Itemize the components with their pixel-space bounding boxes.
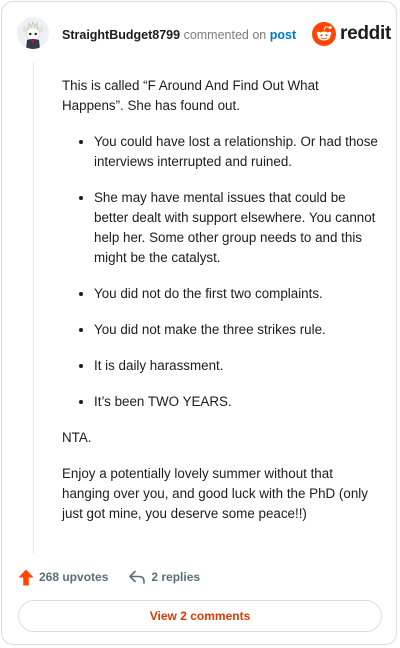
list-item: • It’s been TWO YEARS.	[94, 392, 378, 412]
list-item: • It is daily harassment.	[94, 356, 378, 376]
list-item: • You did not do the first two complaints.	[94, 284, 378, 304]
upvote-arrow-icon	[18, 569, 34, 586]
upvote-button[interactable]	[18, 569, 108, 586]
replies-button[interactable]	[128, 569, 200, 585]
snoo-avatar-icon[interactable]	[17, 17, 49, 49]
comment-footer	[18, 566, 200, 588]
reddit-snoo-icon	[312, 22, 336, 46]
comment-header	[2, 2, 397, 68]
list-item: • She may have mental issues that could be better dealt with support elsewhere. You cannot help her. Some other group needs to and this might be the catalyst.	[94, 188, 378, 268]
comment-meta	[62, 28, 296, 42]
comment-card	[1, 1, 397, 645]
post-link[interactable]: post	[269, 28, 297, 42]
comment-bullet-list	[62, 132, 378, 412]
thread-line	[33, 62, 34, 554]
comment-body	[62, 76, 378, 540]
comment-paragraph: Enjoy a potentially lovely summer without that hanging over you, and good luck with the PhD (only just got mine, you deserve some peace!!)	[62, 466, 368, 521]
reply-count: 2 replies	[151, 570, 201, 584]
upvote-count: 268 upvotes	[39, 570, 109, 584]
reply-arrow-icon	[128, 569, 146, 585]
view-comments-button[interactable]: View 2 comments	[18, 600, 382, 632]
list-item: • You did not make the three strikes rule.	[94, 320, 378, 340]
list-item: • You could have lost a relationship. Or had those interviews interrupted and ruined.	[94, 132, 378, 172]
comment-paragraph: NTA.	[62, 430, 92, 445]
comment-paragraph: This is called “F Around And Find Out What Happens”. She has found out.	[62, 78, 319, 113]
username-link[interactable]: StraightBudget8799	[62, 28, 181, 42]
reddit-logo[interactable]	[312, 21, 391, 47]
reddit-wordmark: reddit	[340, 23, 391, 44]
commented-on-text: commented on	[180, 28, 270, 42]
